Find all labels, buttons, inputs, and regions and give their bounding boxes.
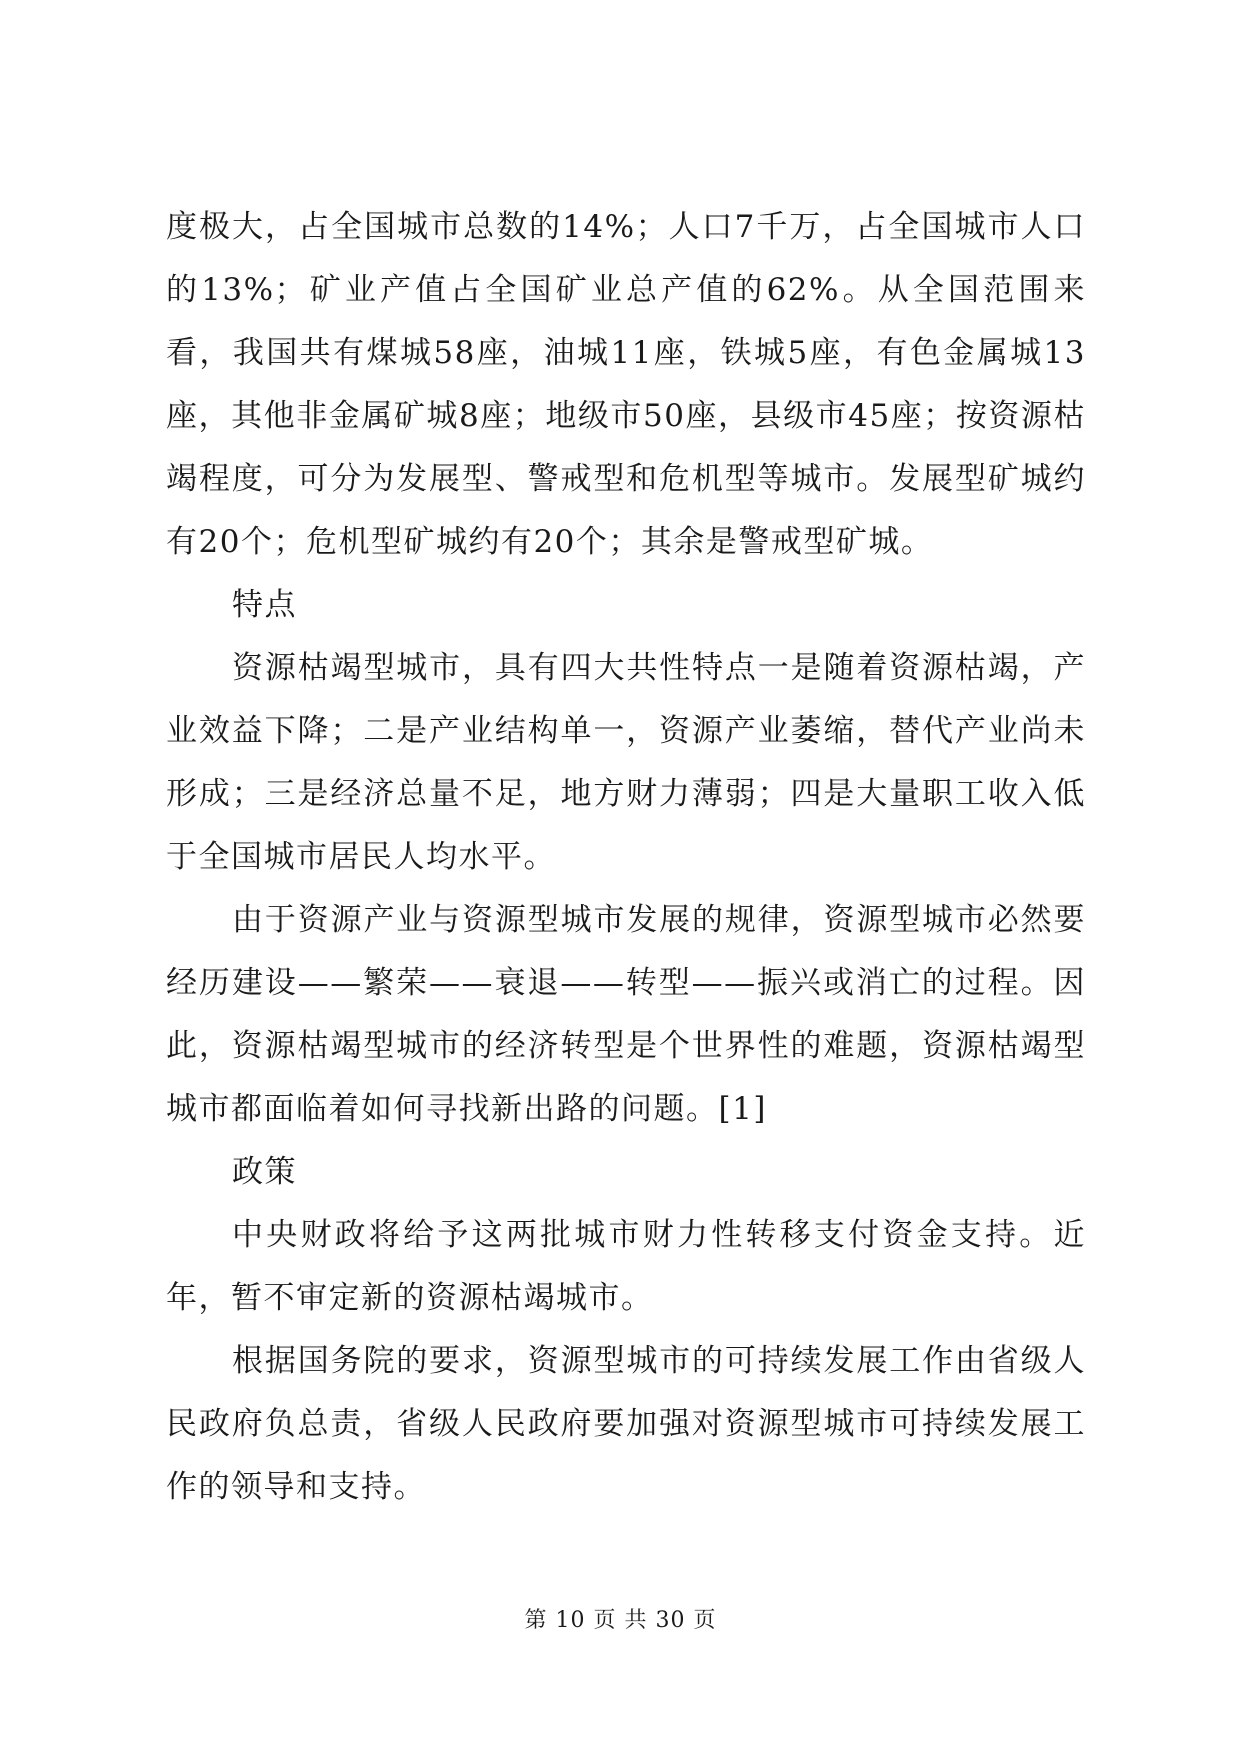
page-number-footer: 第 10 页 共 30 页 (524, 1608, 717, 1633)
paragraph-overview: 度极大，占全国城市总数的14%；人口7千万，占全国城市人口的13%；矿业产值占全国矿业总产值的62%。从全国范围来看，我国共有煤城58座，油城11座，铁城5座，有色金属城13座，其他非金属矿城8座；地级市50座，县级市45座；按资源枯竭程度，可分为发展型、警戒型和危机型等城市。发展型矿城约有20个；危机型矿城约有20个；其余是警戒型矿城。 (166, 209, 1086, 560)
document-body (166, 196, 1086, 1519)
paragraph-fiscal-support: 中央财政将给予这两批城市财力性转移支付资金支持。近年，暂不审定新的资源枯竭城市。 (166, 1217, 1086, 1316)
paragraph-state-council: 根据国务院的要求，资源型城市的可持续发展工作由省级人民政府负总责，省级人民政府要加强对资源型城市可持续发展工作的领导和支持。 (166, 1343, 1086, 1505)
paragraph-features: 资源枯竭型城市，具有四大共性特点一是随着资源枯竭，产业效益下降；二是产业结构单一，资源产业萎缩，替代产业尚未形成；三是经济总量不足，地方财力薄弱；四是大量职工收入低于全国城市居民人均水平。 (166, 650, 1086, 875)
section-heading-features: 特点 (232, 587, 297, 623)
paragraph-development-pattern: 由于资源产业与资源型城市发展的规律，资源型城市必然要经历建设——繁荣——衰退——转型——振兴或消亡的过程。因此，资源枯竭型城市的经济转型是个世界性的难题，资源枯竭型城市都面临着如何寻找新出路的问题。[1] (166, 902, 1086, 1127)
section-heading-policy: 政策 (232, 1154, 297, 1190)
